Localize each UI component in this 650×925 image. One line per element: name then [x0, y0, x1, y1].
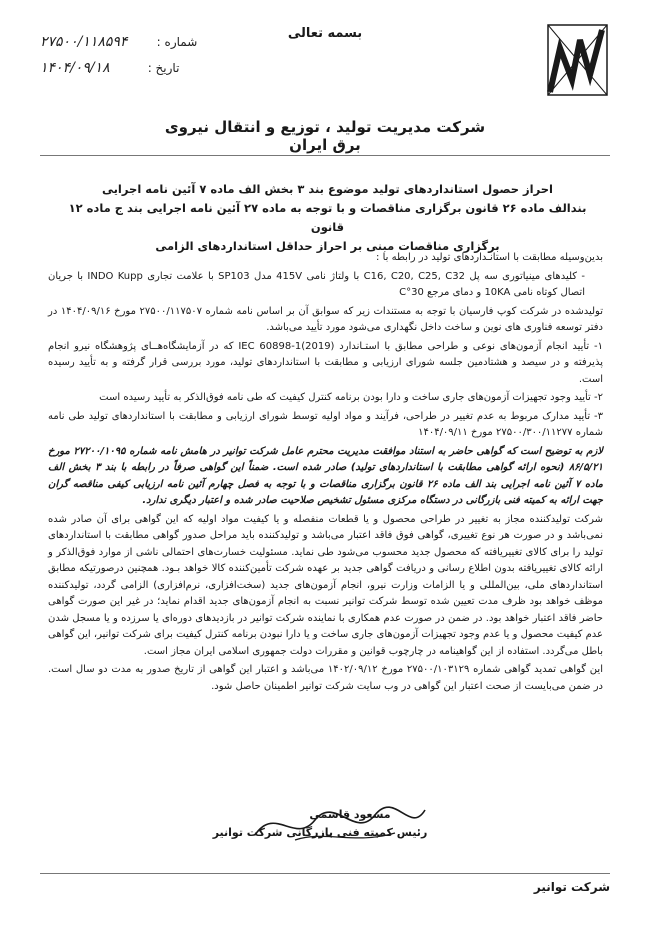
subject-line-3: برگزاری مناقصات مبنی بر احراز حداقل استانداردهای الزامی [155, 239, 500, 253]
letter-body [48, 250, 603, 697]
body-clause-2: ۲- تأیید وجود تجهیزات آزمون‌های جاری ساخت و دارا بودن برنامه کنترل کیفیت که طی نامه فوق‌الذکر به تأیید رسیده است [99, 392, 603, 403]
body-note: لازم به توضیح است که گواهی حاضر به استناد موافقت مدیریت محترم عامل شرکت توانیر در هامش نامه شماره ۲۷۲۰۰/۱۰۹۵ مورخ ۸۶/۵/۲۱ (نحوه ارائه گواهی مطابقت با استانداردهای تولید) صادر شده است. ضمناً این گواهی صرفاً در رابطه با بند ۳ بخش الف ماده ۷ آئین نامه اجرایی بند الف ماده ۲۶ قانون برگزاری مناقصات و با توجه به فصل چهارم آئین نامه ارزیابی کیفی مناقصه گران جهت ارائه به کمیته فنی بازرگانی در دستگاه مرکزی مسئول تشخیص صلاحیت صادر شده و اعتبار دیگری ندارد. [48, 445, 604, 506]
organization-name: شرکت مدیریت تولید ، توزیع و انتقال نیروی برق ایران [164, 118, 486, 154]
body-clause-1: ۱- تأیید انجام آزمون‌های نوعی و طراحی مطابق با استـاندارد IEC 60898-1(2019) که در آزمایشگاه‌هــای پژوهشگاه نیرو انجام پذیرفته و در سیصد و هشتادمین جلسه شورای ارزیابی و مطابقت با استانداردهای تولید، مورد بررسی قرار گرفته و به تأیید رسیده است. [48, 340, 604, 385]
subject-line-2: بندالف ماده ۲۶ قانون برگزاری مناقصات و با توجه به ماده ۲۷ آئین نامه اجرایی بند ج ماده ۱۲ قانون [68, 201, 587, 234]
body-renewal: این گواهی تمدید گواهی شماره ۲۷۵۰۰/۱۰۳۱۲۹ مورخ ۱۴۰۲/۰۹/۱۲ می‌باشد و اعتبار این گواهی از تاریخ صدور به مدت دو سال است. در ضمن می‌بایست از صحت اعتبار این گواهی در وب سایت شرکت توانیر اطمینان حاصل شود. [48, 664, 603, 692]
letter-number-value: ۲۷۵۰۰/۱۱۸۵۹۴ [40, 34, 128, 50]
letter-date-row [40, 60, 179, 76]
letter-number-label: شماره : [156, 35, 198, 49]
signatory-name: مسعود قاسمی [309, 808, 391, 821]
subject-line-1: احراز حصول استانداردهای تولید موضوع بند ۳ بخش الف ماده ۷ آئین نامه اجرایی [101, 182, 553, 196]
signatory-title: رئیس کمیته فنی بازرگانی شرکت توانیر [212, 826, 428, 839]
subject-block [55, 180, 600, 256]
body-paragraph: شرکت تولیدکننده مجاز به تغییر در طراحی محصول و یا قطعات منفصله و یا کیفیت مواد اولیه که این گواهی برای آن صادر شده نمی‌باشد و در صورت هر نوع تغییری، گواهی فوق فاقد اعتبار می‌باشد و تولیدکننده باید مراحل صدور گواهی مطابقت با استانداردهای تولید را برای کالای تغییریافته که محصول جدید محسوب می‌شود طی نماید. مسئولیت خسارت‌های احتمالی ناشی از موارد فوق‌الذکر و ارائه کالای تغییریافته بدون اطلاع رسانی و دریافت گواهی جدید بر عهده شرکت تأمین‌کننده کالا خواهد بـود. همچنین درصورتیکه مطابق استانداردهای ملی، بین‌المللی و یا الزامات وزارت نیرو، انجام آزمون‌های جدید (سخت‌افزاری، نرم‌افزاری) الزامی گردد، تولیدکننده موظف خواهد بود ظرف مدت تعیین شده توسط شرکت توانیر نسبت به انجام آزمون‌های جدید اقدام نماید؛ در غیر این صورت گواهی حاضر فاقد اعتبار خواهد بود. در ضمن در صورت عدم همکاری با نماینده شرکت توانیر در بازدیدهای دوره‌ای یا سرزده و یا مسجل شدن عدم کیفیت محصول و یا عدم وجود تجهیزات آزمون‌های جاری ساخت و یا دارا نبودن برنامه کنترل کیفیت برای شرکت توانیر، این گواهی باطل می‌گردد. استفاده از این گواهینامه در چارچوب قوانین و مقررات دولت جمهوری اسلامی ایران مجاز است. [48, 513, 603, 657]
basmala: بسمه تعالی [287, 26, 363, 41]
footer-company: شرکت توانیر [533, 880, 610, 894]
letter-number-row [40, 34, 197, 50]
letter-date-label: تاریخ : [147, 61, 180, 75]
letter-date-value: ۱۴۰۴/۰۹/۱۸ [40, 60, 110, 76]
body-clause-3: ۳- تأیید مدارک مربوط به عدم تغییر در طراحی، فرآیند و مواد اولیه توسط شورای ارزیابی و مطابقت با استانداردهای تولید طی نامه شماره ۲۷۵۰۰/۳۰۰/۱۱۲۷۷ مورخ ۱۴۰۴/۰۹/۱۱ [48, 410, 603, 438]
body-intro: بدین‌وسیله مطابقت با استانـداردهای تولید در رابطه با : [376, 252, 603, 263]
body-product-item: - کلیدهای مینیاتوری سه پل C16, C20, C25, C32 با ولتاژ نامی 415V مدل SP103 با علامت تجاری INDO Kupp با جریان اتصال کوتاه نامی 10KA و دمای مرجع 30°C [48, 270, 585, 298]
header-divider [40, 155, 610, 156]
tavanir-logo [540, 20, 615, 100]
signature-image [235, 795, 435, 855]
footer-divider [40, 873, 610, 874]
body-producer: تولیدشده در شرکت کوپ فارسیان با توجه به مستندات زیر که سوابق آن بر اساس نامه شماره ۲۷۵۰۰/۱۱۷۵۰۷ مورخ ۱۴۰۴/۰۹/۱۶ در دفتر توسعه فناوری های نوین و ساخت داخل نگهداری می‌شود مورد تأیید می‌باشد. [48, 305, 603, 333]
